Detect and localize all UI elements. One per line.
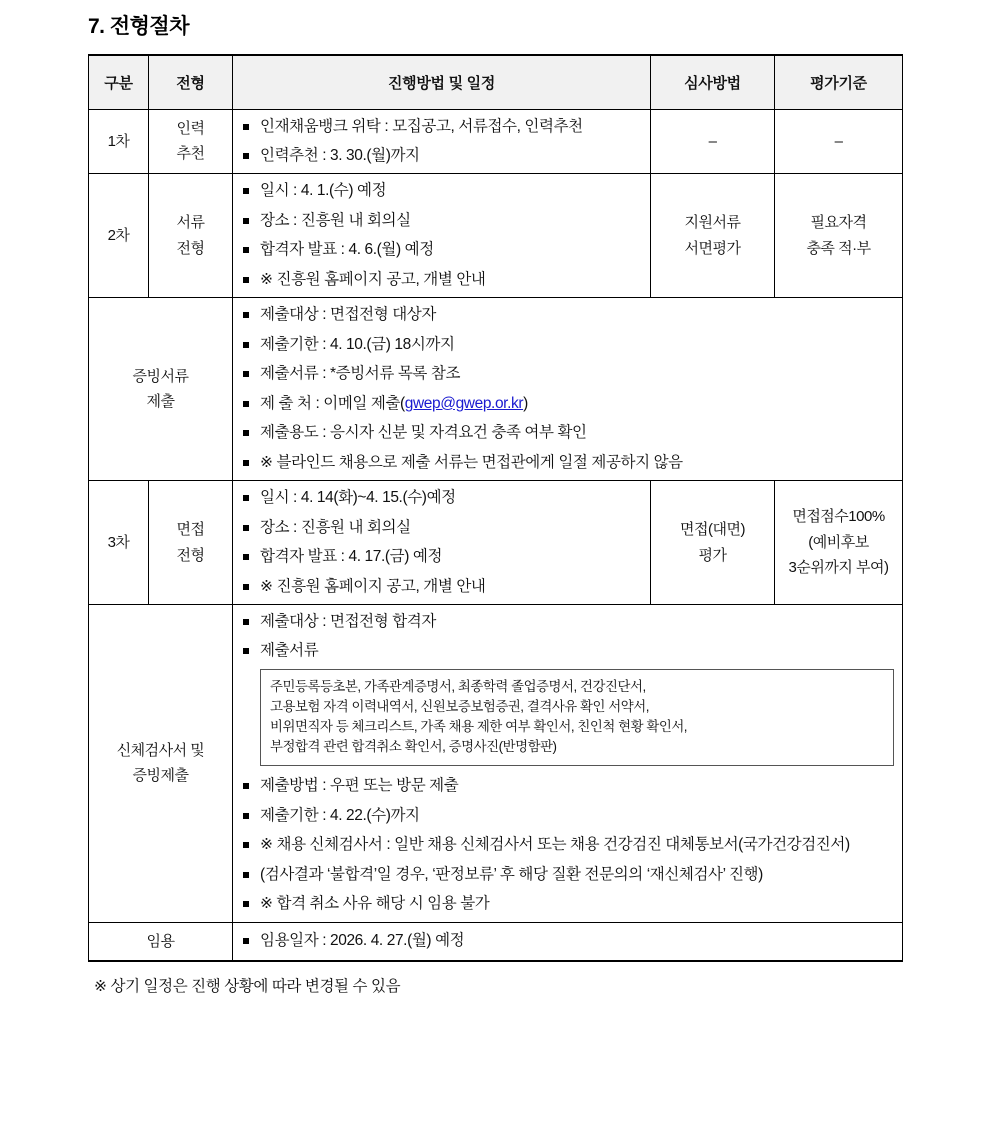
cell-method-6 bbox=[233, 922, 903, 961]
cell-method-4 bbox=[233, 481, 651, 605]
cell-type-4-line2: 전형 bbox=[176, 546, 205, 564]
list-item: 제출서류 bbox=[241, 640, 894, 662]
cell-type-1-line1: 인력 bbox=[176, 119, 205, 137]
table-row bbox=[89, 174, 903, 298]
table-footnote: ※ 상기 일정은 진행 상황에 따라 변경될 수 있음 bbox=[94, 978, 401, 996]
list-item-email bbox=[241, 393, 894, 415]
note-text-4: ※ 진흥원 홈페이지 공고, 개별 안내 bbox=[260, 577, 486, 595]
list-item: 일시 : 4. 1.(수) 예정 bbox=[241, 180, 642, 202]
list-item: 제출방법 : 우편 또는 방문 제출 bbox=[241, 775, 894, 797]
list-note bbox=[241, 576, 642, 598]
document-line: 주민등록등초본, 가족관계증명서, 최종학력 졸업증명서, 건강진단서, bbox=[270, 678, 646, 694]
list-item: 제출기한 : 4. 10.(금) 18시까지 bbox=[241, 334, 894, 356]
table-row bbox=[89, 922, 903, 961]
column-header-criteria: 평가기준 bbox=[775, 55, 903, 109]
table-header-row bbox=[89, 55, 903, 109]
cell-method-3 bbox=[233, 298, 903, 481]
list-note bbox=[241, 269, 642, 291]
cell-type-4-line1: 면접 bbox=[176, 521, 205, 539]
note-text-3: ※ 블라인드 채용으로 제출 서류는 면접관에게 일절 제공하지 않음 bbox=[260, 453, 683, 471]
table-row bbox=[89, 298, 903, 481]
note-text-5b: ※ 합격 취소 사유 해당 시 임용 불가 bbox=[260, 895, 490, 913]
cell-criteria-1: – bbox=[775, 109, 903, 174]
method-list-2 bbox=[241, 180, 642, 291]
submit-address-label: 제 출 처 : 이메일 제출( bbox=[260, 394, 405, 412]
column-header-type: 전형 bbox=[149, 55, 233, 109]
table-row bbox=[89, 109, 903, 174]
cell-review-4 bbox=[651, 481, 775, 605]
table-header bbox=[89, 55, 903, 109]
list-item: 합격자 발표 : 4. 17.(금) 예정 bbox=[241, 546, 642, 568]
list-item: 제출기한 : 4. 22.(수)까지 bbox=[241, 805, 894, 827]
email-paren: ) bbox=[523, 394, 528, 412]
cell-gubun-5-line2: 증빙제출 bbox=[132, 767, 189, 785]
cell-type-2-line1: 서류 bbox=[176, 214, 205, 232]
cell-criteria-2-line2: 충족 적·부 bbox=[806, 239, 871, 257]
column-header-review: 심사방법 bbox=[651, 55, 775, 109]
method-list-1 bbox=[241, 116, 642, 168]
cell-review-2 bbox=[651, 174, 775, 298]
list-item: 제출대상 : 면접전형 대상자 bbox=[241, 304, 894, 326]
cell-gubun-4: 3차 bbox=[89, 481, 149, 605]
column-header-gubun: 구분 bbox=[89, 55, 149, 109]
cell-type-2 bbox=[149, 174, 233, 298]
list-item: 합격자 발표 : 4. 6.(월) 예정 bbox=[241, 239, 642, 261]
recruitment-procedure-table bbox=[88, 54, 903, 962]
list-item: 일시 : 4. 14(화)~4. 15.(수)예정 bbox=[241, 487, 642, 509]
cell-type-1 bbox=[149, 109, 233, 174]
cell-method-5 bbox=[233, 605, 903, 923]
cell-criteria-4-line2: (예비후보 bbox=[808, 533, 869, 551]
table-row bbox=[89, 481, 903, 605]
cell-gubun-3-line2: 제출 bbox=[146, 393, 175, 411]
column-header-method: 진행방법 및 일정 bbox=[233, 55, 651, 109]
table-body bbox=[89, 109, 903, 961]
note-subline: (검사결과 ‘불합격’일 경우, ‘판정보류’ 후 해당 질환 전문의의 ‘재신체검사’ 진행) bbox=[241, 864, 894, 886]
cell-review-2-line2: 서면평가 bbox=[684, 239, 741, 257]
cell-method-2 bbox=[233, 174, 651, 298]
method-list-6 bbox=[241, 930, 894, 952]
note-text-2: ※ 진흥원 홈페이지 공고, 개별 안내 bbox=[260, 270, 486, 288]
note-text-5a: ※ 채용 신체검사서 : 일반 채용 신체검사서 또는 채용 건강검진 대체통보서(국가건강검진서) bbox=[260, 836, 850, 854]
cell-type-1-line2: 추천 bbox=[176, 145, 205, 163]
list-item: 장소 : 진흥원 내 회의실 bbox=[241, 517, 642, 539]
cell-gubun-5 bbox=[89, 605, 233, 923]
method-list-5-bottom bbox=[241, 775, 894, 915]
cell-criteria-4-line1: 면접점수100% bbox=[792, 508, 885, 526]
list-item: 제출용도 : 응시자 신분 및 자격요건 충족 여부 확인 bbox=[241, 422, 894, 444]
cell-gubun-3-line1: 증빙서류 bbox=[132, 367, 189, 385]
cell-gubun-6: 임용 bbox=[89, 922, 233, 961]
cell-criteria-4-line3: 3순위까지 부여) bbox=[788, 559, 889, 577]
cell-review-1: – bbox=[651, 109, 775, 174]
cell-gubun-3 bbox=[89, 298, 233, 481]
cell-review-2-line1: 지원서류 bbox=[684, 214, 741, 232]
cell-review-4-line1: 면접(대면) bbox=[680, 521, 745, 539]
list-item: 장소 : 진흥원 내 회의실 bbox=[241, 210, 642, 232]
list-item: 제출서류 : *증빙서류 목록 참조 bbox=[241, 363, 894, 385]
cell-gubun-5-line1: 신체검사서 및 bbox=[116, 741, 205, 759]
cell-method-1 bbox=[233, 109, 651, 174]
document-line: 고용보험 자격 이력내역서, 신원보증보험증권, 결격사유 확인 서약서, bbox=[270, 699, 650, 715]
page-title: 7. 전형절차 bbox=[88, 15, 189, 38]
email-link[interactable]: gwep@gwep.or.kr bbox=[404, 394, 524, 412]
cell-criteria-2-line1: 필요자격 bbox=[810, 214, 867, 232]
cell-gubun-2: 2차 bbox=[89, 174, 149, 298]
list-note bbox=[241, 893, 894, 915]
method-list-5-top bbox=[241, 611, 894, 663]
method-list-4 bbox=[241, 487, 642, 598]
cell-gubun-1: 1차 bbox=[89, 109, 149, 174]
list-item: 인력추천 : 3. 30.(월)까지 bbox=[241, 145, 642, 167]
list-item: 제출대상 : 면접전형 합격자 bbox=[241, 611, 894, 633]
document-line: 부정합격 관련 합격취소 확인서, 증명사진(반명함판) bbox=[270, 739, 557, 755]
cell-type-4 bbox=[149, 481, 233, 605]
list-note bbox=[241, 834, 894, 856]
method-list-3 bbox=[241, 304, 894, 474]
table-row bbox=[89, 605, 903, 923]
document-line: 비위면직자 등 체크리스트, 가족 채용 제한 여부 확인서, 친인척 현황 확인서, bbox=[270, 719, 688, 735]
cell-review-4-line2: 평가 bbox=[698, 546, 727, 564]
required-documents-box bbox=[260, 669, 894, 766]
cell-criteria-2 bbox=[775, 174, 903, 298]
cell-criteria-4 bbox=[775, 481, 903, 605]
list-item: 인재채움뱅크 위탁 : 모집공고, 서류접수, 인력추천 bbox=[241, 116, 642, 138]
list-item: 임용일자 : 2026. 4. 27.(월) 예정 bbox=[241, 930, 894, 952]
cell-type-2-line2: 전형 bbox=[176, 239, 205, 257]
list-note bbox=[241, 452, 894, 474]
